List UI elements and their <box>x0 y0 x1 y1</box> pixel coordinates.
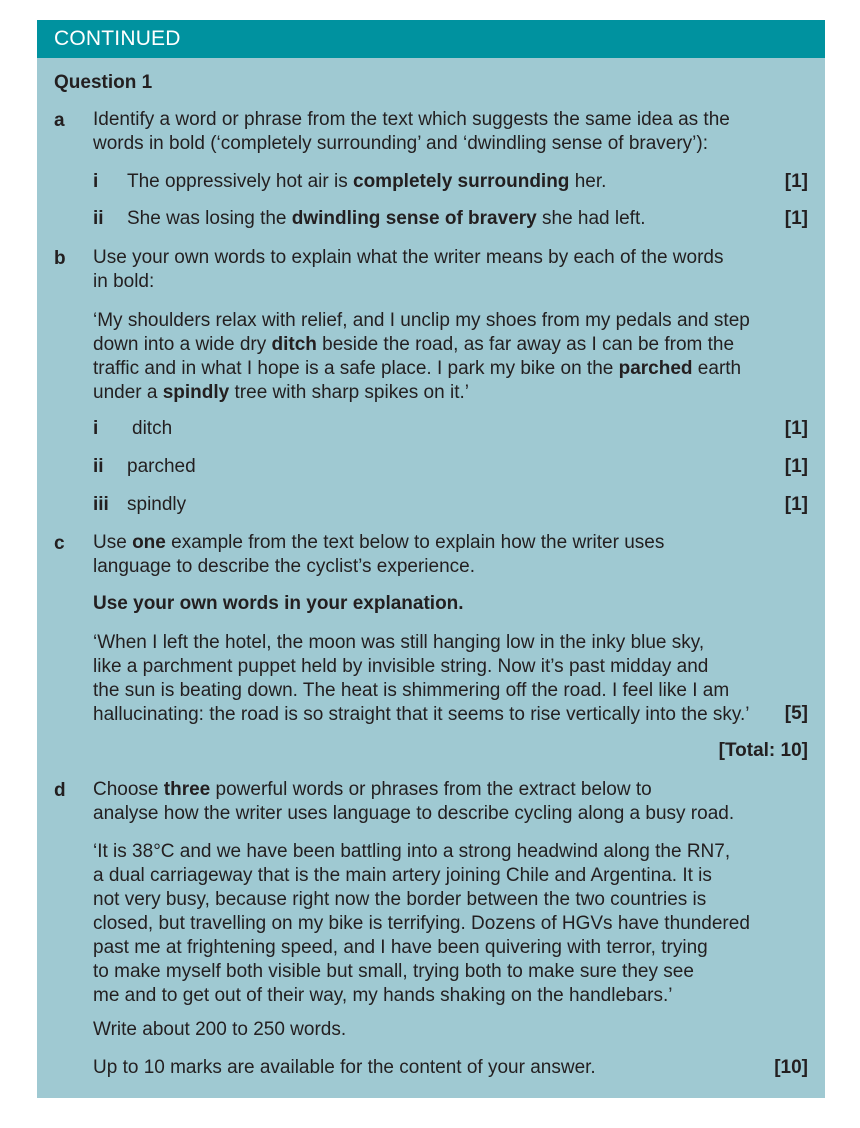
part-a-item-ii-mark: [1] <box>784 208 808 229</box>
part-b-item-ii-num: ii <box>93 456 104 477</box>
part-b-quote: ‘My shoulders relax with relief, and I unclip my shoes from my pedals and step down into a wide dry ditch beside the road, as far away as I can be from the traffic and in what I hope is a safe place. I park my bike on the parched earth under a spindly tree with sharp spikes on it.’ <box>93 310 750 403</box>
part-d-prompt: Choose three powerful words or phrases from the extract below to analyse how the writer uses language to describe cycling along a busy road. <box>93 779 735 824</box>
question-panel <box>37 20 825 1098</box>
part-c-quote: ‘When I left the hotel, the moon was still hanging low in the inky blue sky, like a parchment puppet held by invisible string. Now it’s past midday and the sun is beating down. The heat is shimmering off the road. I feel like I am hallucinating: the road is so straight that it seems to rise vertically into the sky.’ <box>93 632 750 725</box>
continued-header: CONTINUED <box>37 20 825 58</box>
part-a-item-i-num: i <box>93 171 99 192</box>
part-c-prompt: Use one example from the text below to explain how the writer uses language to describe the cyclist’s experience. <box>93 532 665 577</box>
part-c-total: [Total: 10] <box>718 740 808 761</box>
part-c-letter: c <box>54 533 65 554</box>
part-d-letter: d <box>54 780 66 801</box>
part-c-instruction: Use your own words in your explanation. <box>93 593 464 614</box>
part-a-item-ii-num: ii <box>93 208 104 229</box>
part-c-mark: [5] <box>784 703 808 724</box>
part-b-prompt: Use your own words to explain what the writer means by each of the words in bold: <box>93 247 724 292</box>
part-d-quote: ‘It is 38°C and we have been battling into a strong headwind along the RN7, a dual carriageway that is the main artery joining Chile and Argentina. It is not very busy, because right now the border between the two countries is closed, but travelling on my bike is terrifying. Dozens of HGVs have thundered past me at frightening speed, and I have been quivering with terror, trying to make myself both visible but small, trying both to make sure they see me and to get out of their way, my hands shaking on the handlebars.’ <box>93 841 750 1006</box>
part-a-item-i-text: The oppressively hot air is completely surrounding her. <box>127 171 607 192</box>
part-d-mark: [10] <box>774 1057 808 1078</box>
part-b-item-iii-word: spindly <box>127 494 187 515</box>
question-title: Question 1 <box>54 72 153 93</box>
part-d-marks-info: Up to 10 marks are available for the content of your answer. <box>93 1057 596 1078</box>
part-b-item-iii-mark: [1] <box>784 494 808 515</box>
part-b-item-i-num: i <box>93 418 99 439</box>
part-b-item-i-mark: [1] <box>784 418 808 439</box>
part-d-word-count: Write about 200 to 250 words. <box>93 1019 347 1040</box>
part-a-letter: a <box>54 110 65 131</box>
part-a-prompt: Identify a word or phrase from the text which suggests the same idea as the words in bold (‘completely surrounding’ and ‘dwindling sense of bravery’): <box>93 109 730 154</box>
part-b-letter: b <box>54 248 66 269</box>
part-b-item-iii-num: iii <box>93 494 109 515</box>
part-a-item-i-mark: [1] <box>784 171 808 192</box>
part-b-item-ii-mark: [1] <box>784 456 808 477</box>
part-b-item-ii-word: parched <box>127 456 196 477</box>
part-b-item-i-word: ditch <box>132 418 173 439</box>
part-a-item-ii-text: She was losing the dwindling sense of bravery she had left. <box>127 208 646 229</box>
